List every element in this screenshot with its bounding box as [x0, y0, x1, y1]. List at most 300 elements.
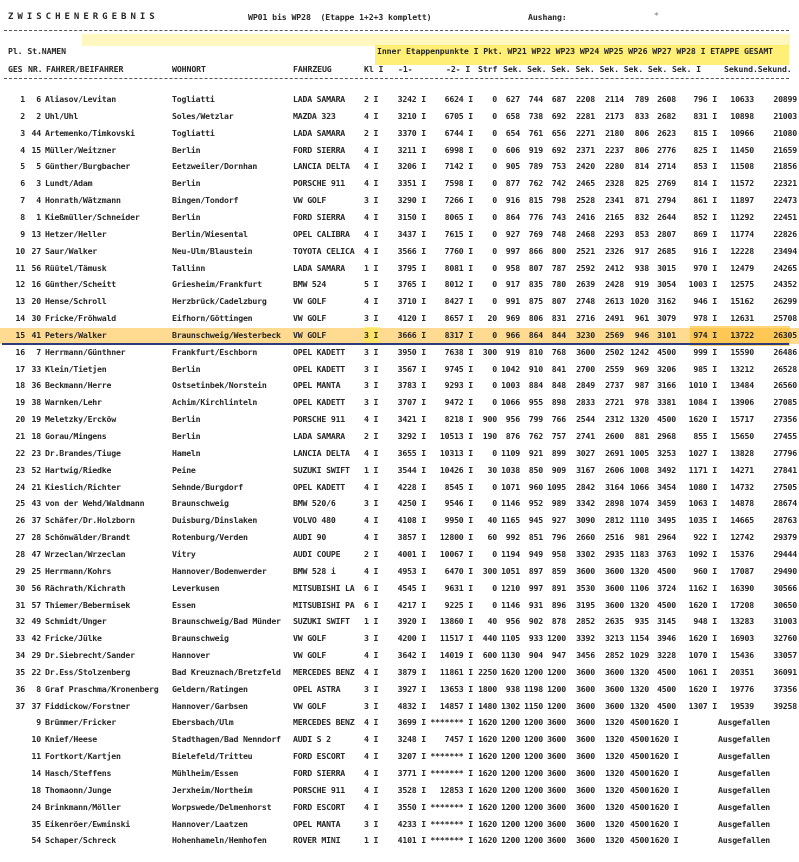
cell-time2: 6624 I	[444, 94, 473, 104]
cell-overall: 32760	[773, 633, 797, 644]
table-row	[0, 277, 799, 292]
cell-wp27: 3162	[657, 296, 676, 307]
cell-wp26: 987	[634, 380, 649, 391]
table-row	[0, 547, 799, 562]
cell-stage-total: 12479	[730, 262, 754, 273]
cell-hometown: Braunschweig	[172, 633, 229, 644]
cell-vehicle: PORSCHE 911	[293, 784, 346, 795]
cell-overall: 27505	[773, 481, 797, 492]
cell-wp26: 1154	[630, 633, 649, 644]
cell-wp26: 1320	[630, 683, 649, 694]
cell-driver: Klein/Tietjen	[45, 363, 107, 374]
cell-time2: ******* I	[430, 835, 473, 846]
cell-time1: 3566 I	[397, 245, 426, 256]
cell-time1: 3292 I	[397, 431, 426, 441]
cell-penalty: 300	[482, 565, 497, 576]
cell-hometown: Essen	[172, 599, 196, 610]
cell-penalty: 1620	[478, 734, 497, 745]
cell-wp26: 1066	[630, 481, 649, 492]
cell-wp24: 3530	[576, 582, 595, 593]
cell-wp24: 3600	[576, 734, 595, 745]
cell-penalty: 190	[482, 431, 497, 441]
cell-stage-total: 11572	[730, 178, 754, 189]
cell-driver: Günther/Scheitt	[45, 279, 116, 290]
cell-overall: 27796	[773, 447, 797, 458]
cell-vehicle: OPEL KADETT	[293, 397, 346, 408]
cell-stage-total: Ausgefallen	[718, 768, 771, 778]
table-row	[0, 159, 799, 174]
cell-vehicle: SUZUKI SWIFT	[293, 616, 350, 627]
cell-startnr: 7	[36, 346, 41, 357]
cell-wp21: 917	[505, 279, 520, 290]
table-row	[0, 833, 799, 848]
cell-wp23: 898	[551, 397, 566, 408]
cell-overall: 31003	[773, 616, 797, 627]
cell-penalty: 0	[492, 329, 497, 340]
cell-wp28: 1620 I	[688, 599, 717, 610]
cell-wp23: 743	[551, 211, 566, 222]
cell-wp24: 2208	[576, 94, 595, 104]
cell-time2: 9472 I	[444, 397, 473, 408]
cell-rank: 1	[20, 94, 25, 104]
cell-rank: 10	[15, 245, 25, 256]
cell-wp25: 2114	[605, 94, 624, 104]
cell-stage-total: 14878	[730, 498, 754, 509]
cell-penalty: 0	[492, 363, 497, 374]
cell-driver: Hartwig/Riedke	[45, 464, 112, 475]
cell-wp21: 992	[505, 532, 520, 543]
cell-penalty: 0	[492, 110, 497, 121]
cell-wp28: 948 I	[693, 616, 717, 627]
cell-wp23: 947	[551, 650, 566, 661]
cell-driver: Hetzer/Heller	[45, 228, 107, 239]
cell-penalty: 2250	[478, 666, 497, 677]
cell-time1: 3351 I	[397, 178, 426, 189]
cell-wp28: 1003 I	[688, 279, 717, 290]
cell-wp25: 1320	[605, 818, 624, 829]
cell-wp26: 919	[634, 279, 649, 290]
cell-wp22: 762	[528, 431, 543, 441]
cell-stage-total: Ausgefallen	[718, 818, 771, 829]
cell-wp26: 1320	[630, 666, 649, 677]
cell-wp25: 2237	[605, 144, 624, 155]
cell-wp24: 2842	[576, 481, 595, 492]
cell-wp27: 1620 I	[650, 835, 679, 846]
cell-wp23: 831	[551, 313, 566, 324]
cell-wp25: 3600	[605, 700, 624, 711]
cell-driver: Beckmann/Herre	[45, 380, 112, 391]
cell-driver: Uhl/Uhl	[45, 110, 79, 121]
cell-vehicle: VW GOLF	[293, 313, 327, 324]
cell-wp22: 1200	[524, 818, 543, 829]
cell-wp26: 833	[634, 110, 649, 121]
cell-time1: 4250 I	[397, 498, 426, 509]
cell-wp21: 627	[505, 94, 520, 104]
cell-stage-total: 15376	[730, 548, 754, 559]
cell-time2: 9950 I	[444, 515, 473, 526]
cell-class: 3 I	[364, 329, 379, 340]
cell-time2: 9745 I	[444, 363, 473, 374]
table-row	[0, 446, 799, 461]
cell-overall: 24352	[773, 279, 797, 290]
cell-overall: 21659	[773, 144, 797, 155]
cell-wp28: 1092 I	[688, 548, 717, 559]
cell-wp22: 997	[528, 582, 543, 593]
cell-penalty: 900	[482, 414, 497, 425]
cell-startnr: 16	[31, 279, 41, 290]
table-row	[0, 682, 799, 697]
cell-penalty: 1480	[478, 700, 497, 711]
cell-stage-total: 10633	[730, 94, 754, 104]
cell-driver: Peters/Walker	[45, 329, 107, 340]
cell-startnr: 11	[31, 751, 41, 762]
cell-wp23: 3600	[547, 751, 566, 762]
cell-wp25: 2180	[605, 127, 624, 138]
cell-wp24: 3600	[576, 717, 595, 728]
cell-overall: 26299	[773, 296, 797, 307]
cell-penalty: 1620	[478, 784, 497, 795]
cell-stage-total: 19539	[730, 700, 754, 711]
cell-wp21: 1302	[501, 700, 520, 711]
cell-wp26: 4500	[630, 768, 649, 778]
cell-overall: 26305	[773, 329, 797, 340]
cell-wp28: 1307 I	[688, 700, 717, 711]
cell-time1: 3765 I	[397, 279, 426, 290]
cell-time1: 3370 I	[397, 127, 426, 138]
cell-startnr: 21	[31, 481, 41, 492]
cell-penalty: 0	[492, 262, 497, 273]
col-wohnort: WOHNORT	[172, 64, 206, 74]
cell-rank: 32	[15, 616, 25, 627]
cell-overall: 26486	[773, 346, 797, 357]
cell-wp24: 3600	[576, 751, 595, 762]
cell-wp26: 938	[634, 262, 649, 273]
cell-wp27: 2623	[657, 127, 676, 138]
cell-wp24: 2849	[576, 380, 595, 391]
cell-vehicle: LADA SAMARA	[293, 127, 346, 138]
cell-driver: Gorau/Mingens	[45, 431, 107, 441]
cell-vehicle: FORD SIERRA	[293, 144, 346, 155]
cell-overall: 22473	[773, 195, 797, 206]
cell-wp28: 1620 I	[688, 414, 717, 425]
cell-time1: 3290 I	[397, 195, 426, 206]
cell-wp21: 1042	[501, 363, 520, 374]
cell-wp25: 2326	[605, 245, 624, 256]
cell-wp25: 2173	[605, 110, 624, 121]
cell-wp24: 3342	[576, 498, 595, 509]
cell-wp26: 4500	[630, 751, 649, 762]
cell-rank: 20	[15, 414, 25, 425]
cell-wp24: 3600	[576, 346, 595, 357]
table-row	[0, 126, 799, 141]
cell-time1: 4200 I	[397, 633, 426, 644]
cell-wp27: 4500	[657, 700, 676, 711]
table-row	[0, 530, 799, 545]
cell-wp24: 3392	[576, 633, 595, 644]
cell-wp27: 1620 I	[650, 734, 679, 745]
col-ges: GES	[8, 64, 23, 74]
cell-wp23: 748	[551, 228, 566, 239]
cell-wp27: 1620 I	[650, 717, 679, 728]
cell-hometown: Braunschweig	[172, 498, 229, 509]
cell-stage-total: 17087	[730, 565, 754, 576]
cell-penalty: 1800	[478, 683, 497, 694]
cell-wp22: 761	[528, 127, 543, 138]
cell-driver: Dr.Brandes/Tiuge	[45, 447, 121, 458]
cell-hometown: Stadthagen/Bad Nenndorf	[172, 734, 281, 745]
cell-driver: von der Wehd/Waldmann	[45, 498, 145, 509]
cell-vehicle: MAZDA 323	[293, 110, 336, 121]
cell-rank: 23	[15, 464, 25, 475]
cell-class: 2 I	[364, 548, 379, 559]
cell-startnr: 8	[36, 683, 41, 694]
cell-wp22: 945	[528, 515, 543, 526]
cell-class: 4 I	[364, 228, 379, 239]
cell-overall: 27356	[773, 414, 797, 425]
cell-wp21: 1200	[501, 751, 520, 762]
cell-wp23: 891	[551, 582, 566, 593]
cell-hometown: Ostsetinbek/Norstein	[172, 380, 267, 391]
cell-wp27: 1620 I	[650, 818, 679, 829]
cell-overall: 25708	[773, 313, 797, 324]
cell-penalty: 40	[487, 616, 497, 627]
cell-vehicle: AUDI S 2	[293, 734, 331, 745]
cell-wp26: 806	[634, 144, 649, 155]
cell-wp23: 3600	[547, 768, 566, 778]
cell-overall: 24265	[773, 262, 797, 273]
cell-rank: 30	[15, 582, 25, 593]
cell-driver: Rüütel/Tämusk	[45, 262, 107, 273]
cell-hometown: Hannover	[172, 650, 210, 661]
cell-wp22: 919	[528, 144, 543, 155]
cell-wp23: 807	[551, 296, 566, 307]
cell-wp27: 3206	[657, 363, 676, 374]
cell-time2: 8065 I	[444, 211, 473, 222]
cell-rank: 15	[15, 329, 25, 340]
cell-wp23: 757	[551, 431, 566, 441]
cell-time2: 10426 I	[439, 464, 473, 475]
cell-startnr: 18	[31, 431, 41, 441]
cell-rank: 17	[15, 363, 25, 374]
cell-hometown: Berlin/Wiesental	[172, 228, 248, 239]
cell-vehicle: VW GOLF	[293, 700, 327, 711]
cell-overall: 26560	[773, 380, 797, 391]
cell-hometown: Berlin	[172, 144, 201, 155]
cell-class: 3 I	[364, 363, 379, 374]
cell-overall: 27085	[773, 397, 797, 408]
cell-driver: Herrmann/Günthner	[45, 346, 126, 357]
cell-hometown: Bielefeld/Tritteu	[172, 751, 253, 762]
cell-hometown: Berlin	[172, 414, 201, 425]
cell-startnr: 35	[31, 818, 41, 829]
table-row	[0, 193, 799, 208]
cell-startnr: 22	[31, 666, 41, 677]
table-row	[0, 345, 799, 360]
cell-wp27: 3015	[657, 262, 676, 273]
cell-startnr: 36	[31, 380, 41, 391]
cell-time2: ******* I	[430, 801, 473, 812]
cell-wp24: 2852	[576, 616, 595, 627]
cell-time1: 3211 I	[397, 144, 426, 155]
cell-wp23: 780	[551, 279, 566, 290]
cell-hometown: Herzbrück/Cadelzburg	[172, 296, 267, 307]
cell-time1: 3642 I	[397, 650, 426, 661]
cell-wp23: 878	[551, 616, 566, 627]
cell-startnr: 38	[31, 397, 41, 408]
corner-mark: *	[654, 10, 659, 20]
column-head-line2: Inner Etappenpunkte I Pkt. WP21 WP22 WP23 WP24 WP25 WP26 WP27 WP28 I ETAPPE GESAMT	[377, 46, 774, 56]
cell-wp27: 3381	[657, 397, 676, 408]
cell-driver: Hasch/Steffens	[45, 768, 112, 778]
cell-wp23: 3600	[547, 835, 566, 846]
cell-time1: 3437 I	[397, 228, 426, 239]
cell-stage-total: 12631	[730, 313, 754, 324]
cell-vehicle: VW GOLF	[293, 329, 327, 340]
cell-driver: Meletzky/Ercköw	[45, 414, 116, 425]
cell-overall: 30650	[773, 599, 797, 610]
cell-overall: 30566	[773, 582, 797, 593]
cell-wp22: 902	[528, 616, 543, 627]
col-seks: Sek. Sek. Sek. Sek. Sek. Sek. Sek. Sek. I	[503, 64, 702, 74]
cell-overall: 28674	[773, 498, 797, 509]
cell-vehicle: PORSCHE 911	[293, 414, 346, 425]
cell-wp25: 2165	[605, 211, 624, 222]
cell-wp27: 4500	[657, 666, 676, 677]
cell-driver: Schäfer/Dr.Holzborn	[45, 515, 135, 526]
cell-wp21: 1003	[501, 380, 520, 391]
table-row	[0, 665, 799, 680]
cell-wp26: 4500	[630, 734, 649, 745]
cell-rank: 9	[20, 228, 25, 239]
cell-penalty: 0	[492, 481, 497, 492]
cell-wp23: 899	[551, 447, 566, 458]
cell-rank: 34	[15, 650, 25, 661]
cell-wp24: 3600	[576, 565, 595, 576]
cell-wp24: 3600	[576, 683, 595, 694]
table-row	[0, 244, 799, 259]
cell-wp26: 4500	[630, 801, 649, 812]
cell-time1: 3699 I	[397, 717, 426, 728]
cell-wp22: 897	[528, 565, 543, 576]
cell-driver: Knief/Heese	[45, 734, 98, 745]
table-row	[0, 766, 799, 781]
cell-wp28: 825 I	[693, 144, 717, 155]
cell-stage-total: 11508	[730, 161, 754, 172]
cell-wp25: 2635	[605, 616, 624, 627]
cell-time2: ******* I	[430, 768, 473, 778]
col-t2: -2- I	[446, 64, 471, 74]
cell-overall: 29444	[773, 548, 797, 559]
table-row	[0, 328, 799, 343]
cell-penalty: 20	[487, 313, 497, 324]
cell-stage-total: 20351	[730, 666, 754, 677]
cell-wp24: 2716	[576, 313, 595, 324]
cell-wp26: 1242	[630, 346, 649, 357]
table-row	[0, 294, 799, 309]
cell-wp28: 1620 I	[688, 683, 717, 694]
col-nr: NR.	[28, 64, 43, 74]
cell-class: 1 I	[364, 464, 379, 475]
cell-wp28: 855 I	[693, 431, 717, 441]
cell-hometown: Worpswede/Delmenhorst	[172, 801, 272, 812]
table-row	[0, 699, 799, 714]
cell-stage-total: 13283	[730, 616, 754, 627]
cell-class: 1 I	[364, 835, 379, 846]
cell-wp21: 606	[505, 144, 520, 155]
cell-startnr: 56	[31, 582, 41, 593]
cell-wp27: 3946	[657, 633, 676, 644]
cell-stage-total: 15717	[730, 414, 754, 425]
cell-wp22: 875	[528, 296, 543, 307]
table-row	[0, 92, 799, 107]
cell-class: 2 I	[364, 127, 379, 138]
cell-class: 5 I	[364, 279, 379, 290]
table-row	[0, 513, 799, 528]
cell-time2: 8545 I	[444, 481, 473, 492]
cell-vehicle: OPEL ASTRA	[293, 683, 341, 694]
cell-class: 4 I	[364, 211, 379, 222]
cell-wp22: 1200	[524, 784, 543, 795]
table-row	[0, 261, 799, 276]
cell-wp23: 1200	[547, 700, 566, 711]
cell-hometown: Geldern/Ratingen	[172, 683, 248, 694]
cell-time1: 4832 I	[397, 700, 426, 711]
cell-wp24: 3600	[576, 835, 595, 846]
cell-wp27: 3253	[657, 447, 676, 458]
cell-wp24: 2371	[576, 144, 595, 155]
cell-class: 4 I	[364, 801, 379, 812]
cell-hometown: Mühlheim/Essen	[172, 768, 239, 778]
cell-startnr: 54	[31, 835, 41, 846]
cell-wp21: 916	[505, 195, 520, 206]
cell-wp26: 961	[634, 313, 649, 324]
cell-class: 4 I	[364, 650, 379, 661]
cell-stage-total: 13484	[730, 380, 754, 391]
cell-rank: 26	[15, 515, 25, 526]
cell-wp21: 1200	[501, 801, 520, 812]
cell-time1: 3242 I	[397, 94, 426, 104]
cell-time2: 14857 I	[439, 700, 473, 711]
cell-time2: 7142 I	[444, 161, 473, 172]
cell-class: 4 I	[364, 532, 379, 543]
cell-class: 3 I	[364, 346, 379, 357]
cell-driver: Hense/Schroll	[45, 296, 107, 307]
cell-time1: 3927 I	[397, 683, 426, 694]
cell-wp26: 853	[634, 228, 649, 239]
cell-class: 4 I	[364, 245, 379, 256]
cell-wp27: 2964	[657, 532, 676, 543]
cell-wp21: 991	[505, 296, 520, 307]
cell-wp26: 1074	[630, 498, 649, 509]
cell-hometown: Togliatti	[172, 94, 215, 104]
cell-startnr: 41	[31, 329, 41, 340]
table-row	[0, 598, 799, 613]
cell-class: 4 I	[364, 768, 379, 778]
cell-stage-total: 14732	[730, 481, 754, 492]
cell-wp22: 1200	[524, 734, 543, 745]
cell-driver: Thomaonn/Junge	[45, 784, 112, 795]
cell-wp27: 3492	[657, 464, 676, 475]
cell-wp25: 3600	[605, 565, 624, 576]
cell-time2: 7760 I	[444, 245, 473, 256]
cell-class: 4 I	[364, 110, 379, 121]
cell-wp26: 935	[634, 616, 649, 627]
cell-stage-total: 13722	[730, 329, 754, 340]
cell-wp25: 2600	[605, 431, 624, 441]
cell-penalty: 60	[487, 532, 497, 543]
cell-wp28: 852 I	[693, 211, 717, 222]
cell-penalty: 0	[492, 144, 497, 155]
